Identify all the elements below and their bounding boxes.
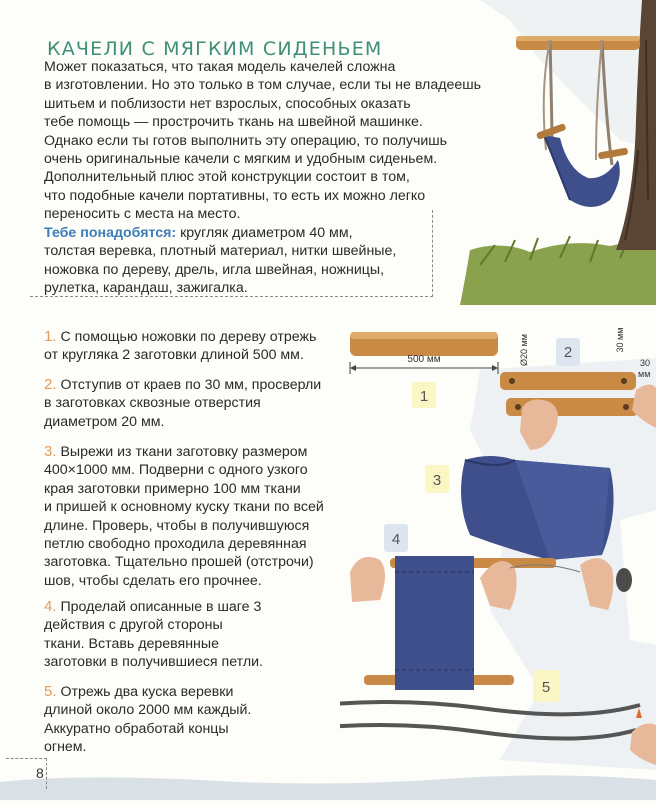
step-number: 2. <box>44 376 57 393</box>
step-line: Аккуратно обработай концы <box>44 720 229 737</box>
intro-line: шитьем и поблизости нет взрослых, способных оказать <box>44 95 411 112</box>
step-line: Отступив от краев по 30 мм, просверли <box>60 377 322 393</box>
page-number: 8 <box>36 765 44 781</box>
step-line: диаметром 20 мм. <box>44 413 165 430</box>
materials-label: Тебе понадобятся: <box>44 225 177 241</box>
step-line: заготовки в получившиеся петли. <box>44 654 263 671</box>
materials-line: толстая веревка, плотный материал, нитки швейные, <box>44 243 397 260</box>
step-line: от кругляка 2 заготовки длиной 500 мм. <box>44 347 304 364</box>
step-line: огнем. <box>44 739 87 756</box>
step-2 <box>44 376 354 431</box>
step-number: 3. <box>44 443 57 460</box>
intro-line: в изготовлении. Но это только в том случае, если ты не владеешь <box>44 77 482 94</box>
step-number: 4. <box>44 598 57 615</box>
step-line: 400×1000 мм. Подверни с одного узкого <box>44 462 308 479</box>
illustration-number-4: 4 <box>391 531 401 548</box>
intro-line: что подобные качели портативны, то есть их можно легко <box>44 187 426 204</box>
illustration-number-1: 1 <box>419 388 429 405</box>
offset-label-alt: 30 <box>640 358 651 368</box>
paper-strip-decoration <box>0 770 656 800</box>
step-line: в заготовках сквозные отверстия <box>44 395 261 412</box>
page-title: КАЧЕЛИ С МЯГКИМ СИДЕНЬЕМ <box>47 38 383 60</box>
step-line: длиной около 2000 мм каждый. <box>44 702 252 719</box>
step-3-illustration <box>425 456 614 560</box>
intro-line: Однако если ты готов выполнить эту операцию, то получишь <box>44 132 448 149</box>
materials-line: ножовка по дереву, дрель, игла швейная, ножницы, <box>44 261 385 278</box>
step-line: заготовка. Тщательно прошей (отстрочи) <box>44 554 314 571</box>
illustration-number-3: 3 <box>432 472 442 489</box>
step-line: действия с другой стороны <box>44 617 223 634</box>
steps-illustration <box>340 310 656 770</box>
step-line: длине. Проверь, чтобы в получившуюся <box>44 517 310 534</box>
step-line: петлю свободно проходила деревянная <box>44 536 307 553</box>
materials-line: кругляк диаметром 40 мм, <box>180 225 353 241</box>
intro-line: Дополнительный плюс этой конструкции состоит в том, <box>44 169 410 186</box>
intro-line: очень оригинальные качели с мягким и удобным сиденьем. <box>44 151 438 168</box>
step-number: 1. <box>44 328 57 345</box>
illustration-number-2: 2 <box>563 344 573 361</box>
intro-line: переносить с места на место. <box>44 206 241 223</box>
materials-list <box>44 224 444 298</box>
length-label: 500 мм <box>407 354 441 365</box>
step-line: Отрежь два куска веревки <box>60 684 234 700</box>
step-4 <box>44 598 294 672</box>
step-1 <box>44 328 354 365</box>
step-line: края заготовки примерно 100 мм ткани <box>44 480 301 497</box>
intro-line: Может показаться, что такая модель качелей сложна <box>44 59 396 75</box>
offset-label: 30 мм <box>615 327 625 353</box>
step-line: ткани. Вставь деревянные <box>44 635 219 652</box>
intro-paragraph <box>44 58 484 224</box>
page-number-box <box>6 758 47 789</box>
intro-line: тебе помощь — прострочить ткань на швейной машинке. <box>44 114 423 131</box>
step-line: Проделай описанные в шаге 3 <box>60 599 262 615</box>
step-line: С помощью ножовки по дереву отрежь <box>60 329 317 345</box>
step-5 <box>44 683 294 757</box>
step-number: 5. <box>44 683 57 700</box>
offset-label-alt-unit: мм <box>638 369 651 379</box>
step-3 <box>44 443 374 590</box>
step-line: и пришей к основному куску ткани по всей <box>44 499 324 516</box>
step-line: Вырежи из ткани заготовку размером <box>60 444 308 460</box>
diameter-label: Ø20 мм <box>519 334 529 366</box>
illustration-number-5: 5 <box>541 679 551 696</box>
step-line: шов, чтобы сделать его прочнее. <box>44 572 262 589</box>
materials-line: рулетка, карандаш, зажигалка. <box>44 280 248 297</box>
